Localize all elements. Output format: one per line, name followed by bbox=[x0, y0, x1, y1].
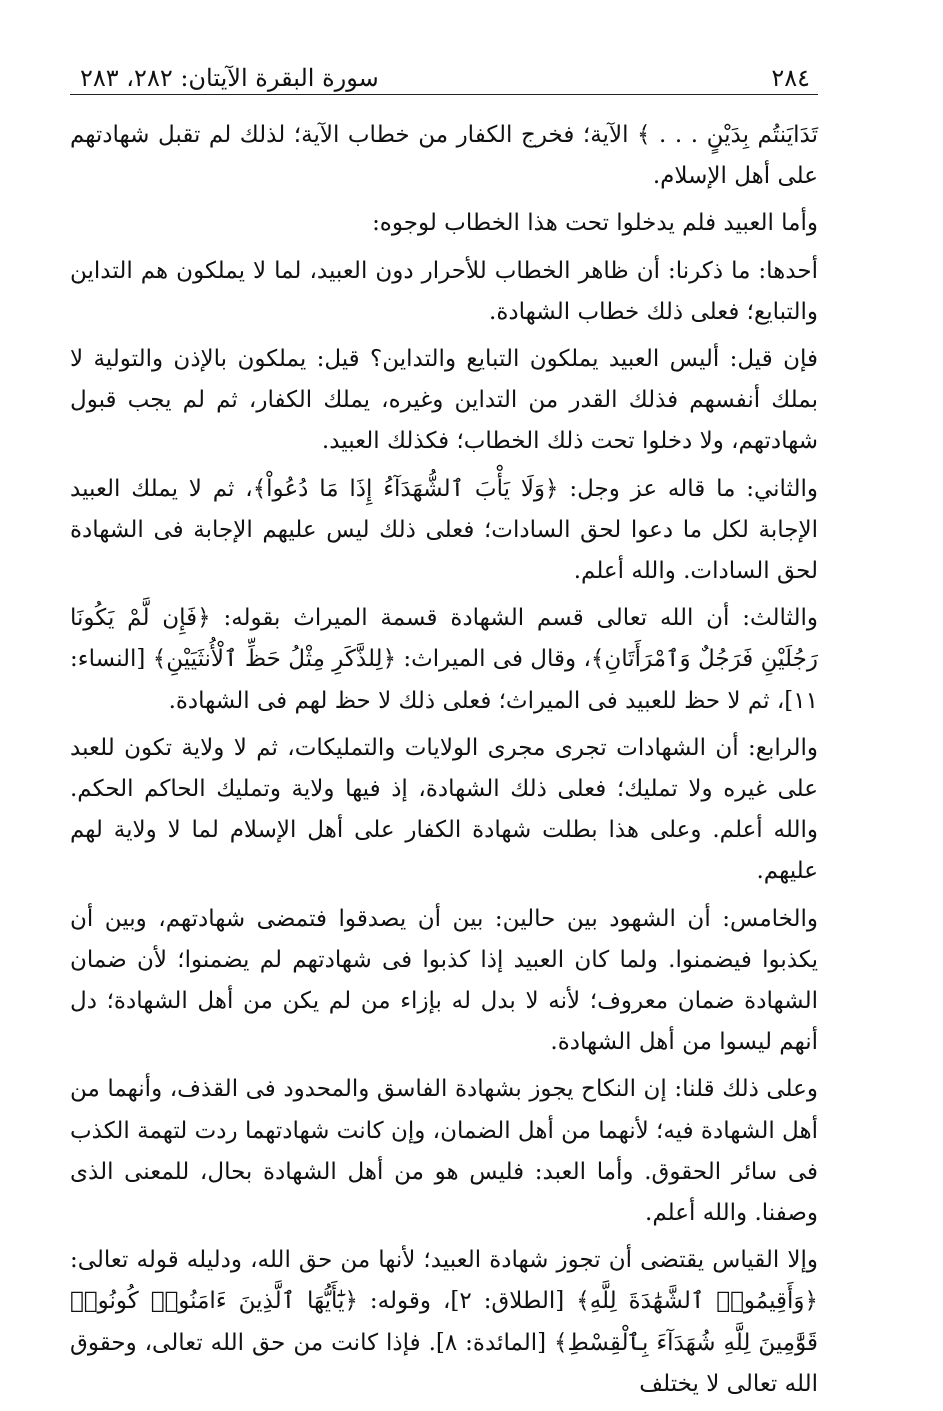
page-body bbox=[70, 115, 818, 1405]
paragraph: والثاني: ما قاله عز وجل: ﴿وَلَا يَأْبَ ٱلشُّهَدَآءُ إِذَا مَا دُعُواْ﴾، ثم لا يملك العبيد الإجابة لكل ما دعوا لحق السادات؛ فعلى ذلك ليس عليهم الإجابة فى الشهادة لحق السادات. والله أعلم. bbox=[70, 475, 818, 585]
page-header bbox=[70, 52, 818, 92]
paragraph: أحدها: ما ذكرنا: أن ظاهر الخطاب للأحرار دون العبيد، لما لا يملكون هم التداين والتبايع؛ فعلى ذلك خطاب الشهادة. bbox=[70, 257, 818, 325]
paragraph: تَدَايَنتُم بِدَيْنٍ . . . ﴾ الآية؛ فخرج الكفار من خطاب الآية؛ لذلك لم تقبل شهادتهم على أهل الإسلام. bbox=[70, 122, 818, 190]
paragraph: وأما العبيد فلم يدخلوا تحت هذا الخطاب لوجوه: bbox=[372, 210, 818, 237]
running-title: سورة البقرة الآيتان: ٢٨٢، ٢٨٣ bbox=[80, 64, 379, 92]
paragraph: والخامس: أن الشهود بين حالين: بين أن يصدقوا فتمضى شهادتهم، وبين أن يكذبوا فيضمنوا. ولما كان العبيد إذا كذبوا فى شهادتهم لم يضمنوا؛ لأن ضمان الشهادة ضمان معروف؛ لأنه لا بدل له بإزاء من لم يكن من أهل الشهادة؛ دل أنهم ليسوا من أهل الشهادة. bbox=[70, 905, 818, 1056]
paragraph: فإن قيل: أليس العبيد يملكون التبايع والتداين؟ قيل: يملكون بالإذن والتولية لا بملك أنفسهم فذلك القدر من التداين وغيره، يملك الكفار، ثم لم يجب قبول شهادتهم، ولا دخلوا تحت ذلك الخطاب؛ فكذلك العبيد. bbox=[70, 346, 818, 455]
paragraph: وعلى ذلك قلنا: إن النكاح يجوز بشهادة الفاسق والمحدود فى القذف، وأنهما من أهل الشهادة فيه؛ لأنهما من أهل الضمان، وإن كانت شهادتهما ردت لتهمة الكذب فى سائر الحقوق. وأما العبد: فليس هو من أهل الشهادة بحال، للمعنى الذى وصفنا. والله أعلم. bbox=[70, 1076, 818, 1227]
header-divider bbox=[70, 94, 818, 95]
paragraph: والثالث: أن الله تعالى قسم الشهادة قسمة الميراث بقوله: ﴿فَإِن لَّمْ يَكُونَا رَجُلَيْنِ فَرَجُلٌ وَٱمْرَأَتَانِ﴾، وقال فى الميراث: ﴿لِلذَّكَرِ مِثْلُ حَظِّ ٱلْأُنثَيَيْنِ﴾ [النساء: ١١]، ثم لا حظ للعبيد فى الميراث؛ فعلى ذلك لا حظ لهم فى الشهادة. bbox=[70, 605, 818, 714]
paragraph: وإلا القياس يقتضى أن تجوز شهادة العبيد؛ لأنها من حق الله، ودليله قوله تعالى: ﴿وَأَقِيمُوا۟ ٱلشَّهَٰدَةَ لِلَّهِ﴾ [الطلاق: ٢]، وقوله: ﴿يَٰٓأَيُّهَا ٱلَّذِينَ ءَامَنُوا۟ كُونُوا۟ قَوَّٰمِينَ لِلَّهِ شُهَدَآءَ بِٱلْقِسْطِ﴾ [المائدة: ٨]. فإذا كانت من حق الله تعالى، وحقوق الله تعالى لا يختلف bbox=[70, 1247, 818, 1397]
book-page bbox=[70, 52, 818, 1411]
page-number: ٢٨٤ bbox=[771, 64, 810, 92]
paragraph: والرابع: أن الشهادات تجرى مجرى الولايات والتمليكات، ثم لا ولاية تكون للعبد على غيره ولا تمليك؛ فعلى ذلك الشهادة، إذ فيها ولاية وتمليك الحاكم الحكم. والله أعلم. وعلى هذا بطلت شهادة الكفار على أهل الإسلام لما لا ولاية لهم عليهم. bbox=[70, 734, 819, 885]
